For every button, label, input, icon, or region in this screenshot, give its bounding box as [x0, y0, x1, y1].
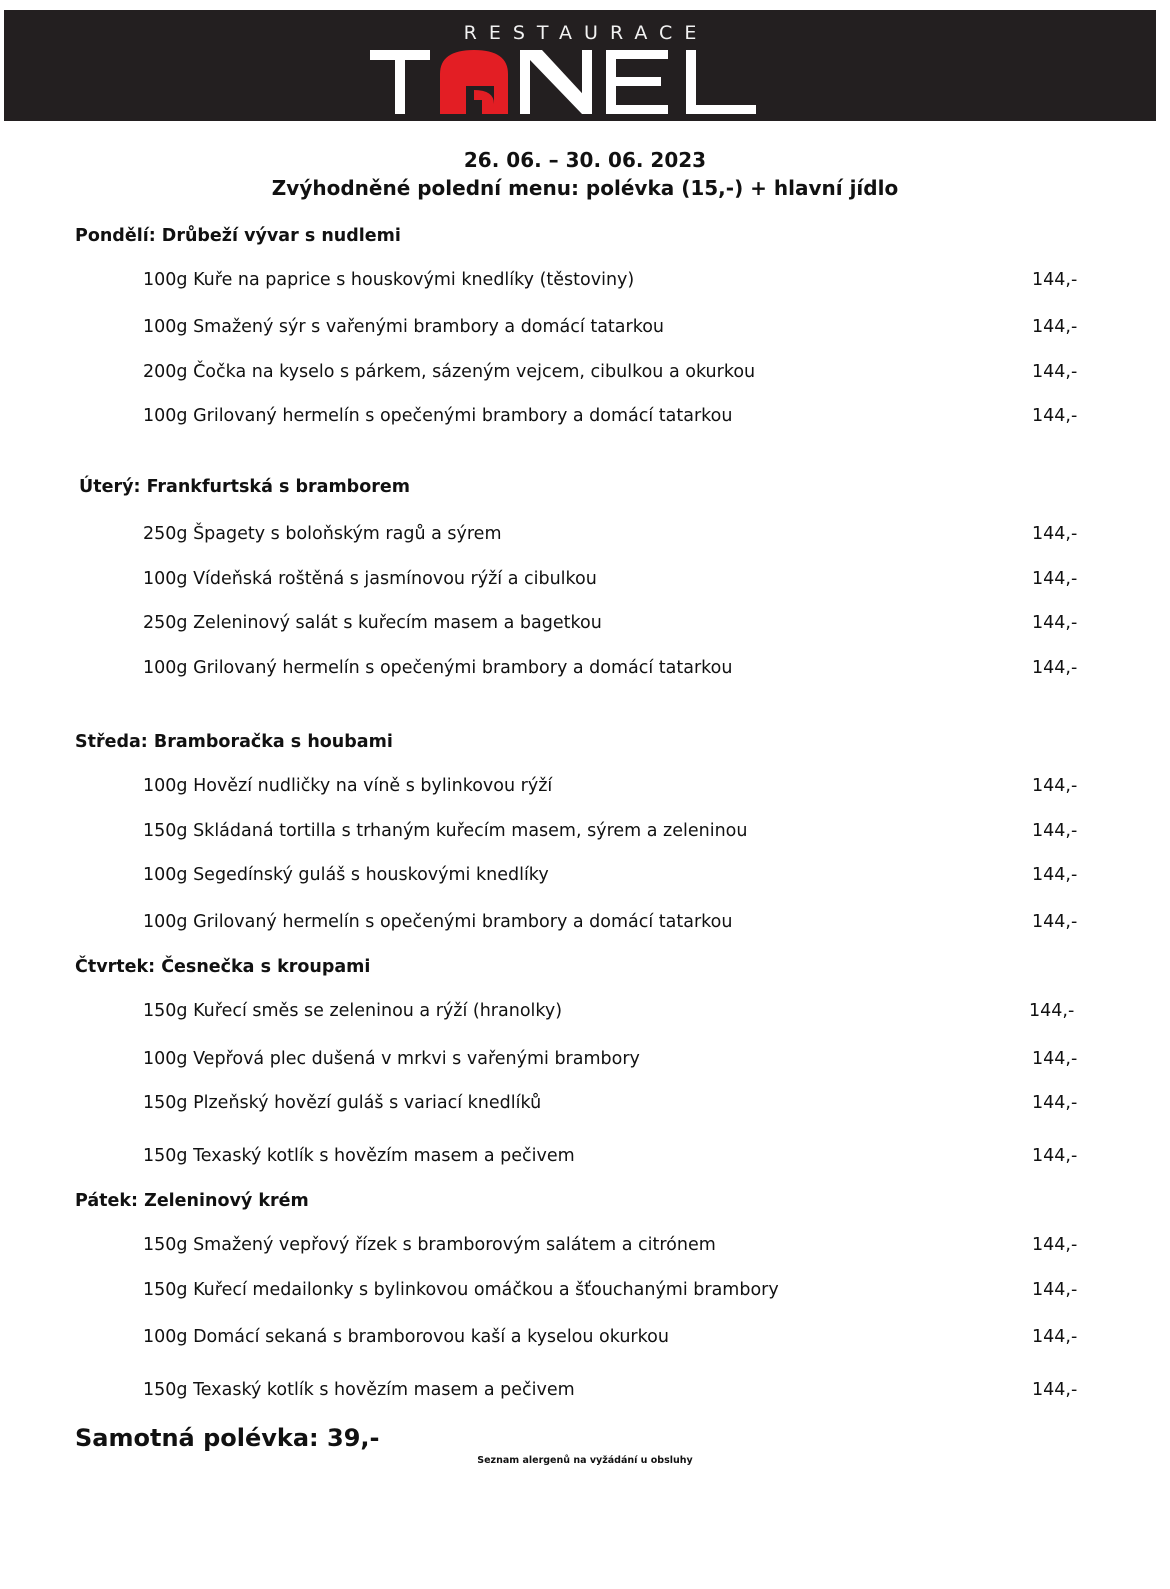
day-heading-friday: Pátek: Zeleninový krém: [75, 1191, 309, 1211]
menu-subtitle: Zvýhodněné polední menu: polévka (15,-) + hlavní jídlo: [271, 176, 899, 200]
menu-item-price: 144,-: [1032, 1093, 1078, 1113]
menu-item: 150g Kuřecí medailonky s bylinkovou omáčkou a šťouchanými brambory: [143, 1280, 779, 1300]
menu-item-price: 144,-: [1032, 1380, 1078, 1400]
day-heading-monday: Pondělí: Drůbeží vývar s nudlemi: [75, 226, 401, 246]
menu-item-price: 144,-: [1032, 524, 1078, 544]
day-heading-wednesday: Středa: Bramboračka s houbami: [75, 732, 393, 752]
menu-item-price: 144,-: [1032, 658, 1078, 678]
menu-item-price: 144,-: [1032, 912, 1078, 932]
menu-item: 150g Texaský kotlík s hovězím masem a pečivem: [143, 1146, 575, 1166]
menu-item: 100g Kuře na paprice s houskovými knedlíky (těstoviny): [143, 270, 635, 290]
menu-item-price: 144,-: [1032, 406, 1078, 426]
menu-item: 100g Vídeňská roštěná s jasmínovou rýží a cibulkou: [143, 569, 597, 589]
menu-item: 250g Špagety s boloňským ragů a sýrem: [143, 524, 502, 544]
logo-wordmark-icon: [370, 46, 790, 116]
menu-item: 100g Grilovaný hermelín s opečenými brambory a domácí tatarkou: [143, 406, 733, 426]
soup-only-price: Samotná polévka: 39,-: [75, 1424, 380, 1452]
allergen-note: Seznam alergenů na vyžádání u obsluhy: [477, 1455, 693, 1466]
menu-item: 150g Plzeňský hovězí guláš s variací knedlíků: [143, 1093, 542, 1113]
restaurant-banner: [4, 10, 1156, 121]
menu-item: 100g Smažený sýr s vařenými brambory a domácí tatarkou: [143, 317, 665, 337]
menu-item: 100g Domácí sekaná s bramborovou kaší a kyselou okurkou: [143, 1327, 669, 1347]
menu-item-price: 144,-: [1032, 613, 1078, 633]
menu-item: 200g Čočka na kyselo s párkem, sázeným vejcem, cibulkou a okurkou: [143, 362, 756, 382]
menu-item-price: 144,-: [1032, 865, 1078, 885]
menu-item-price: 144,-: [1032, 1327, 1078, 1347]
menu-item: 150g Texaský kotlík s hovězím masem a pečivem: [143, 1380, 575, 1400]
menu-item-price: 144,-: [1032, 1146, 1078, 1166]
menu-item: 150g Skládaná tortilla s trhaným kuřecím masem, sýrem a zeleninou: [143, 821, 748, 841]
brand-top-word: RESTAURACE: [463, 22, 709, 44]
menu-item-price: 144,-: [1032, 1235, 1078, 1255]
menu-item: 250g Zeleninový salát s kuřecím masem a bagetkou: [143, 613, 602, 633]
menu-item-price: 144,-: [1032, 362, 1078, 382]
menu-item: 100g Hovězí nudličky na víně s bylinkovou rýží: [143, 776, 553, 796]
menu-item-price: 144,-: [1032, 270, 1078, 290]
menu-dates: 26. 06. – 30. 06. 2023: [463, 148, 707, 172]
day-heading-tuesday: Úterý: Frankfurtská s bramborem: [79, 477, 410, 497]
day-heading-thursday: Čtvrtek: Česnečka s kroupami: [75, 957, 371, 977]
menu-item-price: 144,-: [1032, 317, 1078, 337]
menu-item-price: 144,-: [1029, 1001, 1075, 1021]
menu-item-price: 144,-: [1032, 1280, 1078, 1300]
menu-item: 150g Smažený vepřový řízek s bramborovým salátem a citrónem: [143, 1235, 716, 1255]
restaurant-logo: [4, 46, 1156, 116]
menu-item: 100g Grilovaný hermelín s opečenými brambory a domácí tatarkou: [143, 658, 733, 678]
menu-item-price: 144,-: [1032, 1049, 1078, 1069]
menu-item-price: 144,-: [1032, 569, 1078, 589]
menu-item: 100g Grilovaný hermelín s opečenými brambory a domácí tatarkou: [143, 912, 733, 932]
menu-item-price: 144,-: [1032, 821, 1078, 841]
menu-item: 100g Vepřová plec dušená v mrkvi s vařenými brambory: [143, 1049, 640, 1069]
menu-item: 100g Segedínský guláš s houskovými knedlíky: [143, 865, 549, 885]
menu-item: 150g Kuřecí směs se zeleninou a rýží (hranolky): [143, 1001, 563, 1021]
menu-item-price: 144,-: [1032, 776, 1078, 796]
